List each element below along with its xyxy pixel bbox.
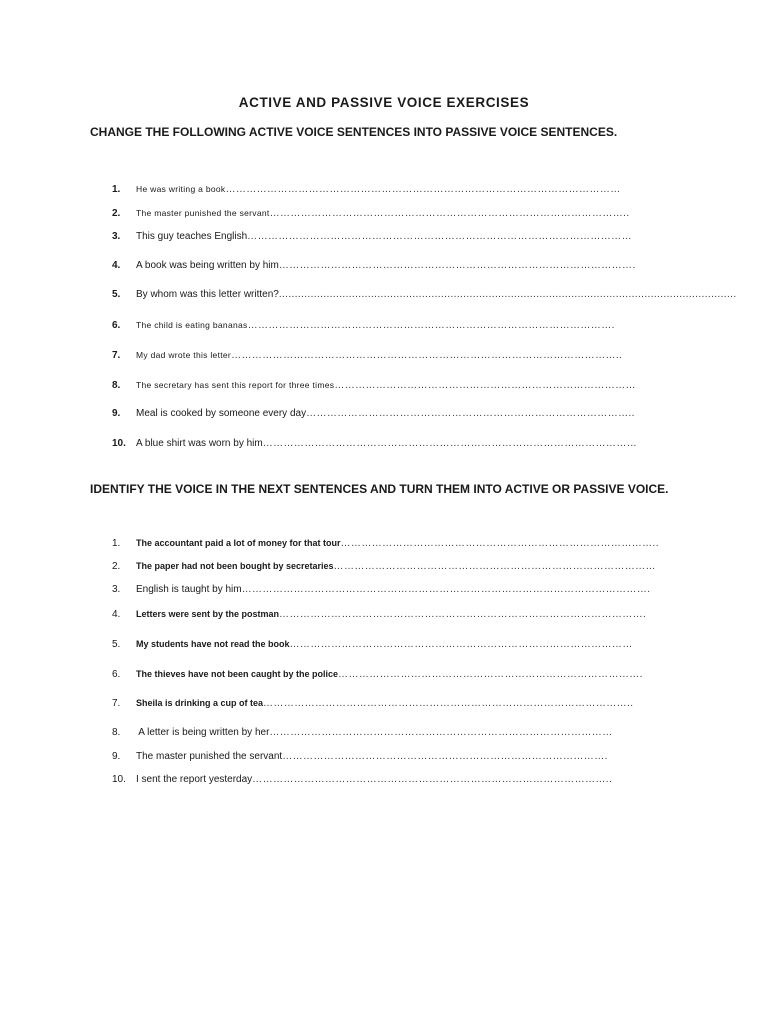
item-text: The master punished the servant bbox=[136, 751, 283, 762]
list-item bbox=[112, 772, 672, 788]
item-text: Letters were sent by the postman bbox=[136, 609, 280, 619]
answer-blank: ………………………………………………………………………………………………….. bbox=[231, 350, 623, 361]
answer-blank: …………………………………………………………………………………. bbox=[282, 751, 608, 762]
item-text: Sheila is drinking a cup of tea bbox=[136, 698, 264, 708]
list-item bbox=[112, 229, 672, 245]
item-number: 4. bbox=[112, 260, 121, 271]
answer-blank: ……………………………………………………………………………………… bbox=[289, 639, 633, 650]
item-text: This guy teaches English bbox=[136, 231, 248, 242]
item-text: By whom was this letter written? bbox=[136, 289, 279, 300]
item-text: English is taught by him bbox=[136, 584, 242, 595]
item-number: 2. bbox=[112, 208, 121, 219]
item-text: The master punished the servant bbox=[136, 208, 270, 218]
answer-blank: ……………………………………………………………………………….. bbox=[340, 538, 659, 549]
item-number: 3. bbox=[112, 231, 121, 242]
item-text: The child is eating bananas bbox=[136, 320, 248, 330]
item-number: 7. bbox=[112, 698, 121, 709]
item-text: A letter is being written by her bbox=[136, 727, 270, 738]
page-title: ACTIVE AND PASSIVE VOICE EXERCISES bbox=[238, 95, 530, 110]
item-text: A blue shirt was worn by him bbox=[136, 438, 263, 449]
list-item bbox=[112, 582, 672, 598]
item-number: 3. bbox=[112, 584, 121, 595]
list-item bbox=[112, 749, 672, 765]
answer-blank: ................................................................................................................................................ bbox=[278, 289, 737, 300]
list-item bbox=[112, 436, 672, 452]
item-text: The thieves have not been caught by the police bbox=[136, 669, 339, 679]
list-item bbox=[112, 181, 672, 197]
item-number: 4. bbox=[112, 609, 121, 620]
answer-blank: ……………………………………………………………………………………………. bbox=[279, 609, 647, 620]
list-item bbox=[112, 666, 672, 682]
item-text: Meal is cooked by someone every day bbox=[136, 408, 307, 419]
item-number: 5. bbox=[112, 639, 121, 650]
answer-blank: ………………………………………………………………………………….. bbox=[306, 408, 635, 419]
list-item bbox=[112, 347, 672, 363]
list-item bbox=[112, 205, 672, 221]
item-number: 9. bbox=[112, 408, 121, 419]
section2-heading: IDENTIFY THE VOICE IN THE NEXT SENTENCES AND TURN THEM INTO ACTIVE OR PASSIVE VOICE. bbox=[90, 482, 669, 496]
answer-blank: …………………………………………………………………………………………….. bbox=[263, 698, 634, 709]
answer-blank: ………………………………………………………………………………… bbox=[333, 561, 656, 572]
answer-blank: ………………………………………………………………………………………………………. bbox=[241, 584, 651, 595]
item-number: 1. bbox=[112, 538, 121, 549]
answer-blank: ……………………………………………………………………………………………. bbox=[247, 320, 615, 331]
item-number: 7. bbox=[112, 350, 121, 361]
item-number: 2. bbox=[112, 561, 121, 572]
item-text: My dad wrote this letter bbox=[136, 350, 232, 360]
answer-blank: ………………………………………………………………………………………….. bbox=[269, 208, 630, 219]
answer-blank: …………………………………………………………………………… bbox=[334, 380, 636, 391]
item-text: My students have not read the book bbox=[136, 639, 290, 649]
item-text: The accountant paid a lot of money for that tour bbox=[136, 538, 341, 548]
item-number: 1. bbox=[112, 184, 121, 195]
list-item bbox=[112, 535, 672, 551]
answer-blank: ……………………………………………………………………………. bbox=[338, 669, 643, 680]
item-text: The secretary has sent this report for three times bbox=[136, 380, 335, 390]
list-item bbox=[112, 317, 672, 333]
item-text: He was writing a book bbox=[136, 184, 226, 194]
answer-blank: …………………………………………………………………………………………………… bbox=[225, 184, 621, 195]
item-number: 5. bbox=[112, 289, 121, 300]
list-item bbox=[112, 725, 672, 741]
item-number: 8. bbox=[112, 380, 121, 391]
answer-blank: ………………………………………………………………………………………………… bbox=[247, 231, 632, 242]
item-number: 10. bbox=[112, 774, 126, 785]
answer-blank: ………………………………………………………………………………………….. bbox=[252, 774, 613, 785]
item-number: 10. bbox=[112, 438, 126, 449]
answer-blank: ……………………………………………………………………………………… bbox=[269, 727, 613, 738]
item-number: 9. bbox=[112, 751, 121, 762]
list-item bbox=[112, 606, 672, 622]
item-number: 6. bbox=[112, 669, 121, 680]
item-number: 8. bbox=[112, 727, 121, 738]
list-item bbox=[112, 377, 672, 393]
list-item bbox=[112, 287, 737, 303]
answer-blank: ……………………………………………………………………………………………… bbox=[262, 438, 638, 449]
list-item bbox=[112, 695, 672, 711]
item-text: I sent the report yesterday bbox=[136, 774, 253, 785]
item-text: A book was being written by him bbox=[136, 260, 279, 271]
item-number: 6. bbox=[112, 320, 121, 331]
answer-blank: …………………………………………………………………………………………. bbox=[278, 260, 636, 271]
list-item bbox=[112, 558, 672, 574]
list-item bbox=[112, 636, 672, 652]
list-item bbox=[112, 258, 672, 274]
list-item bbox=[112, 406, 672, 422]
item-text: The paper had not been bought by secretaries bbox=[136, 561, 334, 571]
section1-heading: CHANGE THE FOLLOWING ACTIVE VOICE SENTENCES INTO PASSIVE VOICE SENTENCES. bbox=[90, 125, 618, 139]
